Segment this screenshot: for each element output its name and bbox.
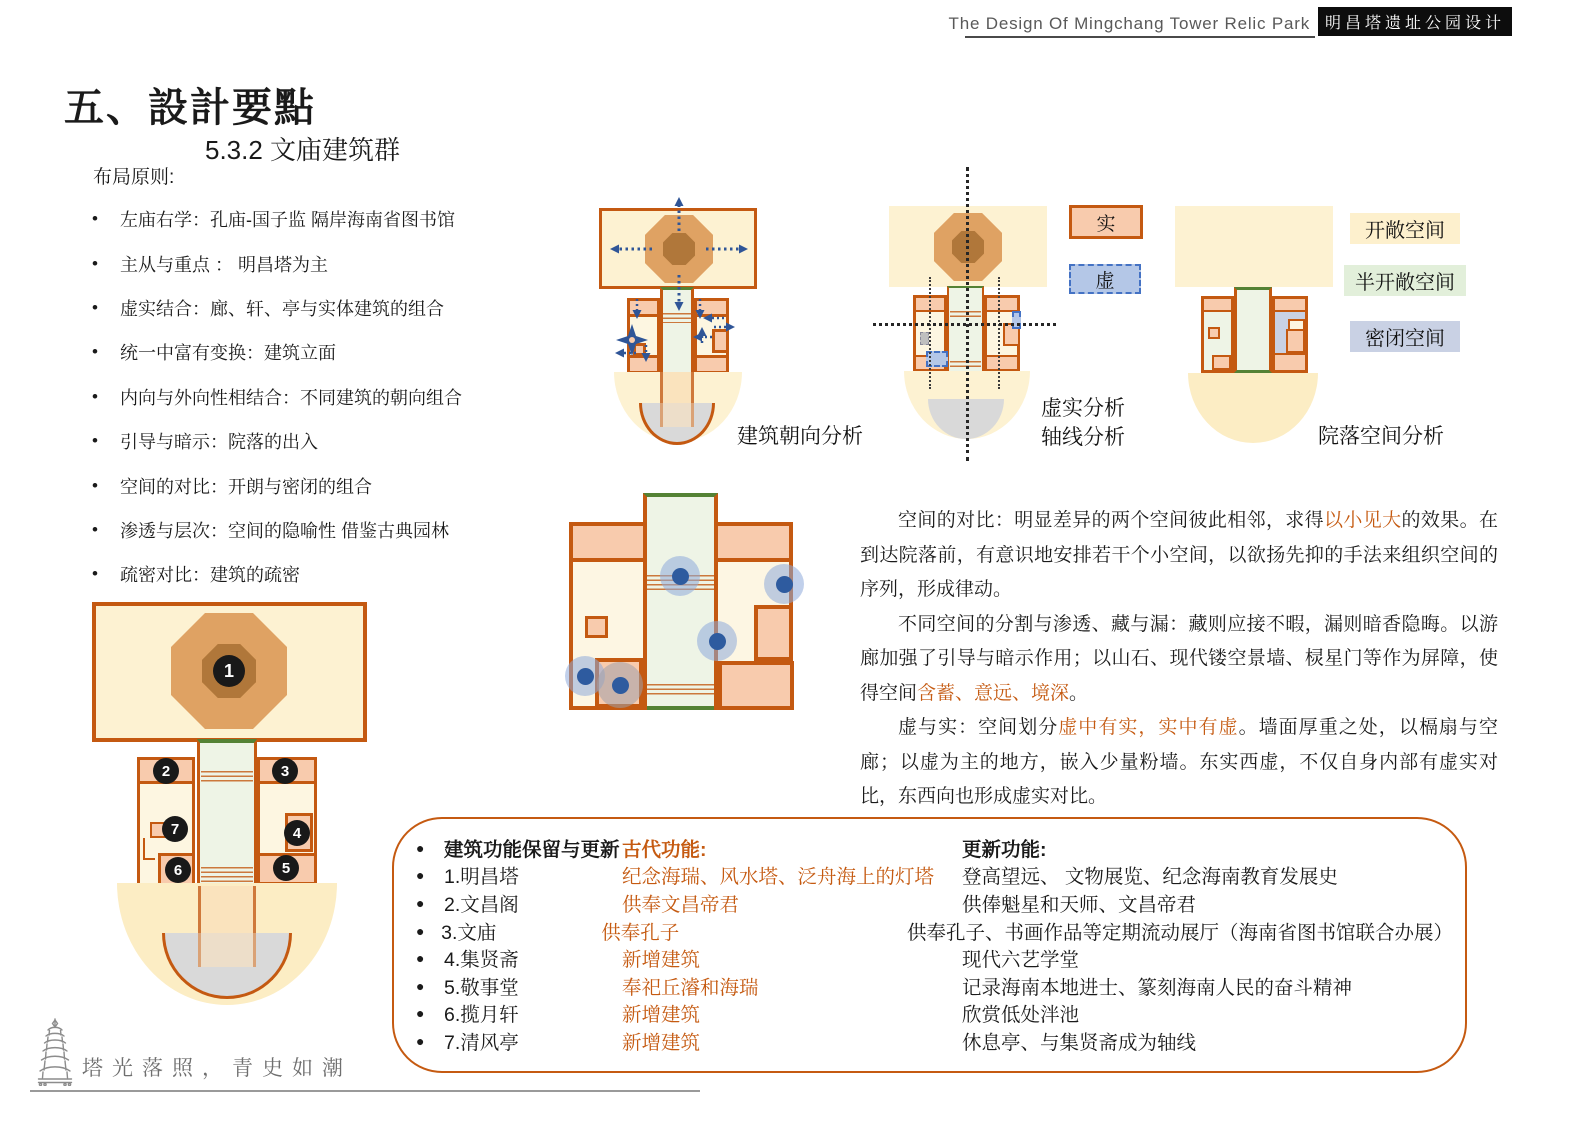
paragraph-text: 。 [1069, 682, 1089, 704]
east-mid-room [754, 605, 793, 661]
ancient-function: 奉祀丘濬和海瑞 [622, 976, 759, 999]
paragraph-void-solid [860, 711, 1498, 815]
paragraph-text: 空间的对比：明显差异的两个空间彼此相邻，求得 [898, 510, 1325, 531]
building-number-4: 4 [284, 820, 310, 846]
open-space-area [1175, 206, 1333, 287]
east-hall [718, 526, 789, 562]
function-table-row [416, 889, 1453, 917]
bullet-icon: • [92, 519, 98, 539]
corridor-over-pond [198, 933, 256, 967]
ancient-function: 供奉文昌帝君 [622, 893, 740, 916]
legend-solid: 实 [1069, 205, 1143, 239]
solid-void-axis-label [1041, 394, 1125, 452]
legend-semi-open-space: 半开敞空间 [1344, 265, 1466, 296]
function-table-row [416, 972, 1453, 1000]
east-wing-hall [987, 298, 1017, 312]
principle-text: 空间的对比：开朗与密闭的组合 [120, 476, 372, 497]
updated-function: 休息亭、与集贤斋成为轴线 [962, 1031, 1197, 1054]
principle-text: 渗透与层次：空间的隐喻性 借鉴古典园林 [120, 520, 449, 541]
function-table-row [416, 917, 1453, 945]
paragraph-text: 不同空间的分割与渗透、藏与漏：藏则应接不暇，漏则暗香隐晦。以游廊加强了引导与暗示作用；以山石、现代镂空景墙、棂星门等作为屏障，使得空间 [860, 613, 1498, 704]
axis-label: 轴线分析 [1041, 426, 1125, 449]
building-number-1: 1 [213, 655, 245, 687]
function-table-row [416, 862, 1453, 890]
function-table-row [416, 1027, 1453, 1055]
ancient-function: 纪念海瑞、风水塔、泛舟海上的灯塔 [622, 866, 935, 889]
east-wing-hall [1275, 299, 1305, 312]
bullet-icon: ● [416, 839, 425, 856]
function-table-row [416, 1000, 1453, 1028]
corridor-steps [201, 867, 253, 883]
building-number-3: 3 [272, 758, 298, 784]
diagram-orientation [590, 185, 890, 455]
west-wing-hall-south [1212, 355, 1231, 370]
principle-text: 虚实结合：廊、轩、亭与实体建筑的组合 [120, 298, 444, 319]
entrance-dot [672, 568, 689, 585]
updated-function: 供奉孔子、书画作品等定期流动展厅（海南省图书馆联合办展） [906, 921, 1453, 944]
ancient-function: 新增建筑 [622, 1031, 701, 1054]
legend-void: 虚 [1069, 264, 1141, 294]
east-mid-room [1286, 329, 1305, 353]
entrance-dot [577, 668, 594, 685]
ancient-function: 新增建筑 [622, 949, 701, 972]
principle-text: 内向与外向性相结合：不同建筑的朝向组合 [120, 387, 462, 408]
subsection-title: 5.3.2 文庙建筑群 [205, 135, 401, 165]
west-small-room [585, 616, 608, 638]
diagram-numbered-plan [85, 595, 375, 1015]
east-south-hall [718, 661, 794, 710]
principle-text: 左庙右学：孔庙-国子监 隔岸海南省图书馆 [120, 210, 455, 231]
principle-item [92, 375, 532, 419]
bullet-icon: ● [416, 977, 425, 994]
principle-item [92, 286, 532, 330]
bullet-icon: ● [416, 894, 425, 911]
bullet-icon: • [92, 386, 98, 406]
secondary-axis-west [929, 277, 931, 389]
building-name: 1.明昌塔 [444, 866, 519, 889]
highlighted-text: 以小见大 [1324, 510, 1402, 531]
updated-function: 记录海南本地进士、篆刻海南人民的奋斗精神 [962, 976, 1353, 999]
updated-function: 登高望远、 文物展览、纪念海南教育发展史 [962, 866, 1338, 889]
building-name: 6.揽月轩 [444, 1004, 519, 1027]
entrance-dot [709, 633, 726, 650]
secondary-axis-east [998, 277, 1000, 389]
bullet-icon: • [92, 475, 98, 495]
function-table [392, 817, 1467, 1073]
pagoda-icon [36, 1018, 74, 1086]
courtyard-space-label: 院落空间分析 [1318, 425, 1444, 448]
building-name: 4.集贤斋 [444, 949, 519, 972]
east-wing-hall-south [987, 355, 1017, 369]
building-name: 3.文庙 [441, 921, 497, 944]
axis-corridor [1234, 287, 1272, 373]
axis-corridor [197, 739, 257, 887]
function-table-row [416, 944, 1453, 972]
west-wall [143, 838, 155, 860]
paragraph-separation-penetration [860, 608, 1498, 712]
ancient-function: 古代功能: [622, 838, 707, 861]
building-name: 5.敬事堂 [444, 976, 519, 999]
header-title-en: The Design Of Mingchang Tower Relic Park [948, 14, 1310, 33]
building-name: 建筑功能保留与更新 [444, 838, 620, 861]
header-divider [965, 36, 1315, 38]
header-badge: 明昌塔遗址公园设计 [1318, 7, 1512, 36]
function-table-rows [416, 834, 1453, 1071]
paragraph-space-contrast [860, 504, 1498, 608]
bullet-icon: • [92, 209, 98, 229]
principle-item [92, 197, 532, 241]
bullet-icon: ● [416, 867, 425, 884]
corridor-steps [201, 771, 253, 782]
paragraph-text: 虚与实：空间划分 [898, 717, 1059, 738]
horizontal-axis [873, 323, 1056, 326]
bullet-icon: • [92, 431, 98, 451]
principles-list [92, 197, 532, 597]
void-marker [1012, 311, 1021, 329]
diagram-courtyard-space [1170, 195, 1340, 445]
main-axis [966, 167, 969, 461]
principle-item [92, 463, 532, 507]
bullet-icon: • [92, 342, 98, 362]
legend-closed-space: 密闭空间 [1350, 321, 1460, 352]
void-marker-gray [920, 332, 929, 345]
east-wing-hall-south [1275, 353, 1305, 370]
building-name: 7.清风亭 [444, 1031, 519, 1054]
bullet-icon: ● [416, 1005, 425, 1022]
diagram-solid-void-axis [865, 165, 1065, 465]
bullet-icon: ● [416, 922, 425, 939]
principle-item [92, 330, 532, 374]
west-small-room [1208, 327, 1220, 339]
principles-heading: 布局原则: [93, 167, 175, 188]
axis-corridor [643, 493, 718, 710]
paragraph-text: 。墙面厚重之处，以槅扇与空廊；以虚为主的地方，嵌入少量粉墙。东实西虚，不仅自身内部有虚实对比，东西向也形成虚实对比。 [860, 717, 1498, 807]
footer-motto: 塔光落照，青史如潮 [82, 1056, 352, 1080]
principle-item [92, 552, 532, 596]
bullet-icon: • [92, 253, 98, 273]
building-number-5: 5 [273, 855, 299, 881]
diagram-detail-plan [557, 478, 802, 713]
principle-item [92, 508, 532, 552]
building-number-2: 2 [153, 758, 179, 784]
west-wing-hall [1204, 299, 1231, 312]
corridor-steps [647, 684, 714, 696]
bullet-icon: ● [416, 950, 425, 967]
entrance-dot [612, 677, 629, 694]
function-table-row [416, 834, 1453, 862]
section-title: 五、設計要點 [64, 85, 316, 130]
highlighted-text: 含蓄、意远、境深 [917, 682, 1070, 704]
bullet-icon: ● [416, 1032, 425, 1049]
building-number-7: 7 [162, 816, 188, 842]
updated-function: 欣赏低处泮池 [962, 1004, 1080, 1027]
orientation-arrows-icon [590, 185, 890, 455]
footer-rule [30, 1090, 700, 1092]
updated-function: 更新功能: [962, 838, 1047, 861]
ancient-function: 供奉孔子 [601, 921, 680, 944]
updated-function: 供俸魁星和天师、文昌帝君 [962, 893, 1197, 916]
updated-function: 现代六艺学堂 [962, 949, 1080, 972]
principle-item [92, 241, 532, 285]
building-name: 2.文昌阁 [444, 893, 519, 916]
orientation-label: 建筑朝向分析 [737, 425, 863, 448]
building-number-6: 6 [165, 857, 191, 883]
principle-item [92, 419, 532, 463]
legend-open-space: 开敞空间 [1350, 213, 1460, 244]
body-paragraphs [860, 504, 1498, 815]
west-hall [573, 526, 643, 562]
principle-text: 引导与暗示：院落的出入 [120, 432, 318, 453]
principle-text: 统一中富有变换：建筑立面 [120, 343, 336, 364]
corridor-extension [198, 886, 256, 934]
principle-text: 主从与重点 ： 明昌塔为主 [120, 254, 329, 275]
highlighted-text: 虚中有实，实中有虚 [1058, 717, 1239, 738]
bullet-icon: • [92, 297, 98, 317]
bullet-icon: • [92, 564, 98, 584]
principle-text: 疏密对比：建筑的疏密 [120, 565, 300, 586]
entrance-dot [776, 576, 793, 593]
paragraph-text: 的效果。在到达院落前，有意识地安排若干个小空间，以欲扬先抑的手法来组织空间的序列，形成律动。 [860, 510, 1498, 600]
ancient-function: 新增建筑 [622, 1004, 701, 1027]
forecourt-semicircle [1188, 373, 1318, 443]
solid-void-label: 虚实分析 [1041, 397, 1125, 420]
